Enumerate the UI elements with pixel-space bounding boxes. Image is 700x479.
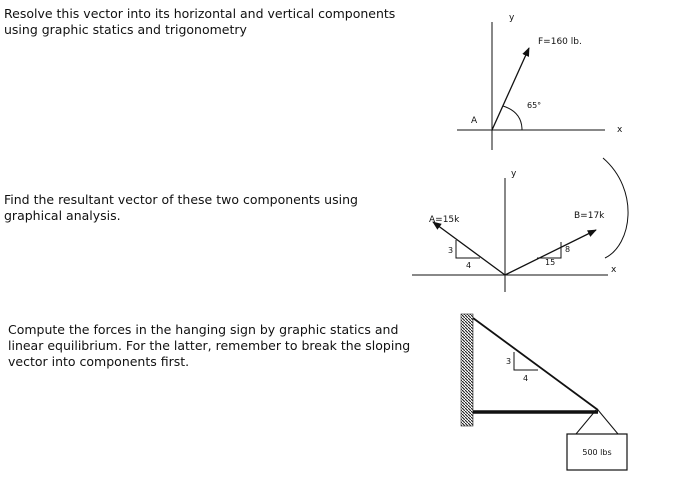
problem-1-line-2: using graphic statics and trigonometry (4, 22, 247, 37)
problem-2-line-2: graphical analysis. (4, 208, 121, 223)
problem-2-line-1: Find the resultant vector of these two components using (4, 192, 358, 207)
diagram-2 (412, 158, 628, 292)
problem-3-line-3: vector into components first. (8, 354, 190, 369)
d3-slope-rise: 3 (506, 357, 512, 366)
d1-x-label: x (617, 125, 623, 135)
d2-slope-triangle-b (537, 242, 561, 258)
diagram-1 (457, 13, 623, 150)
d2-b-label: B=17k (574, 211, 605, 221)
d2-y-label: y (511, 169, 517, 179)
d2-x-label: x (611, 265, 617, 275)
problem-3-line-2: linear equilibrium. For the latter, remember to break the sloping (8, 338, 411, 353)
problem-1-line-1: Resolve this vector into its horizontal and vertical components (4, 6, 396, 21)
d3-hanger-right (598, 410, 618, 434)
d2-vector-b (505, 230, 596, 275)
d1-angle-label: 65° (527, 101, 542, 110)
d2-b-run: 15 (545, 258, 556, 267)
d3-weight-label: 500 lbs (582, 448, 612, 457)
d3-sloping-member (473, 318, 598, 410)
d1-force-vector (492, 48, 529, 130)
d1-force-label: F=160 lb. (538, 37, 582, 47)
d3-slope-triangle (514, 352, 538, 370)
d1-y-label: y (509, 13, 515, 23)
d2-a-label: A=15k (429, 215, 460, 225)
d2-curved-arrow (603, 158, 628, 258)
d1-origin-label: A (471, 116, 478, 126)
problem-3-line-1: Compute the forces in the hanging sign by graphic statics and (8, 322, 399, 337)
d3-wall (461, 314, 473, 426)
d3-slope-run: 4 (523, 374, 529, 383)
diagram-3 (461, 314, 627, 470)
d2-b-rise: 8 (565, 245, 571, 254)
d2-a-run: 4 (466, 261, 472, 270)
d1-angle-arc (503, 106, 522, 130)
d2-slope-triangle-a (456, 240, 480, 258)
d2-a-rise: 3 (448, 246, 454, 255)
